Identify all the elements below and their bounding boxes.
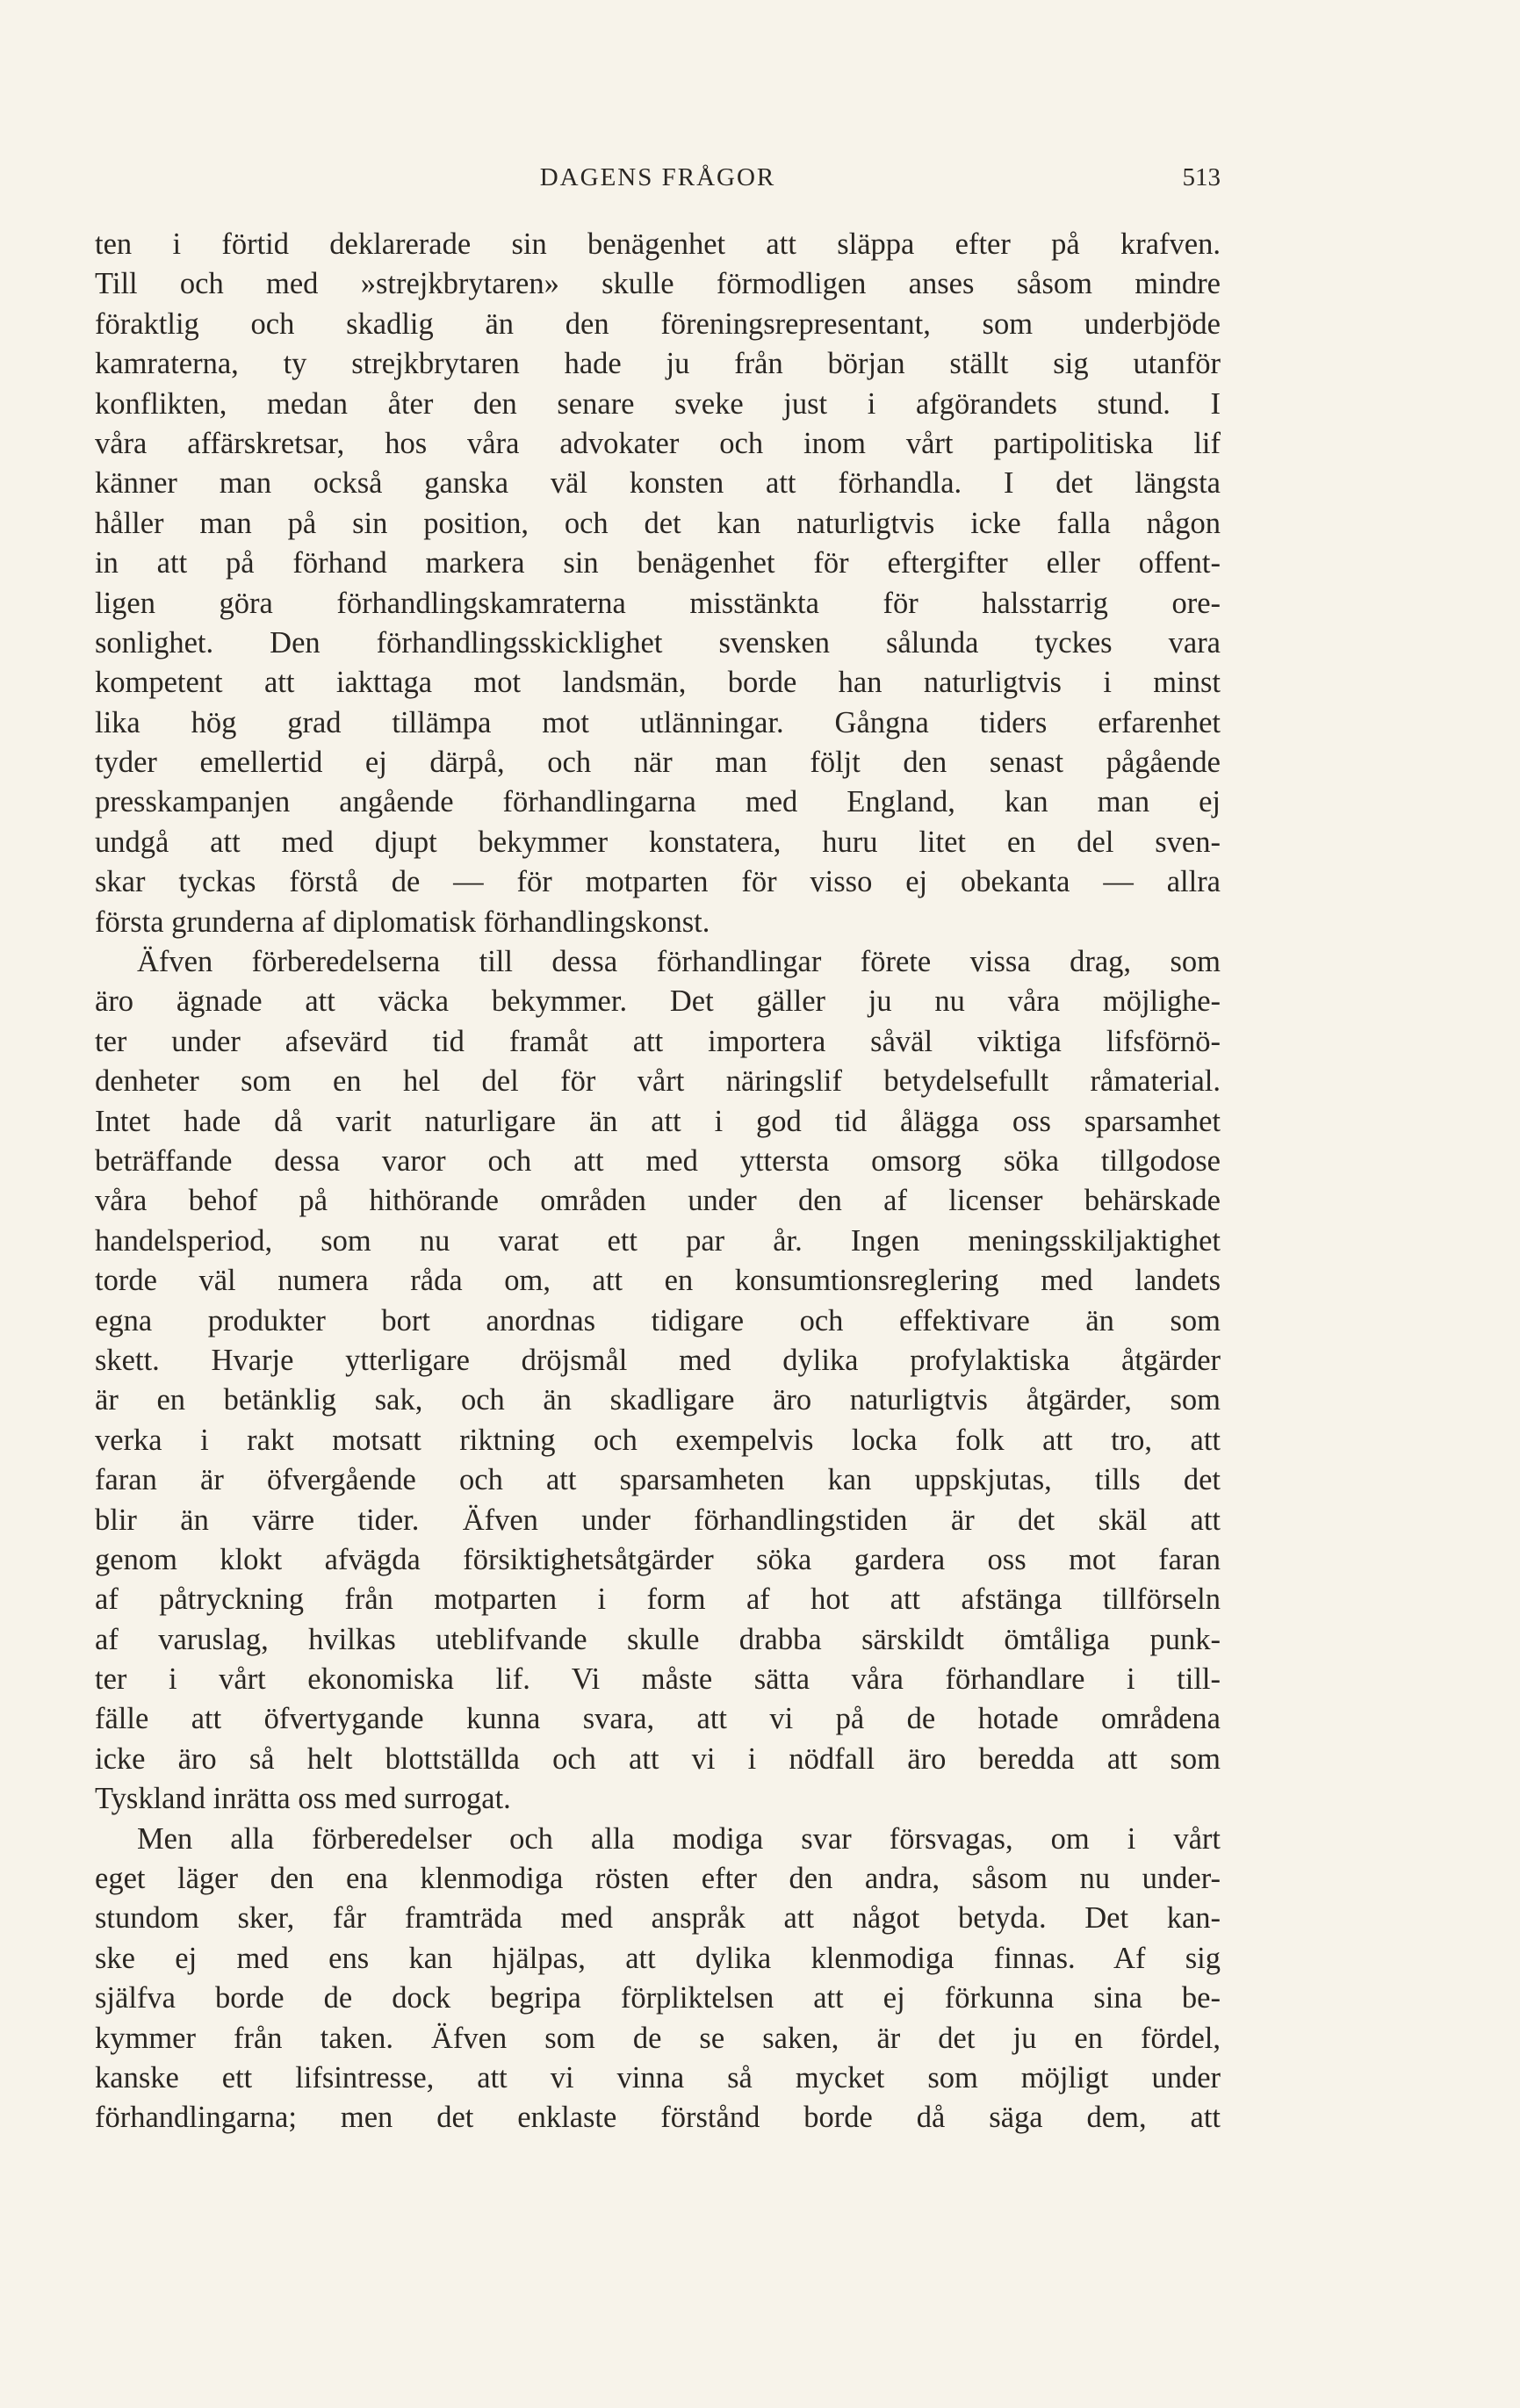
text-line: Till och med »strejkbrytaren» skulle förmodligen anses såsom mindre: [95, 267, 1221, 301]
text-line: Men alla förberedelser och alla modiga svar försvagas, om i vårt: [137, 1821, 1221, 1856]
text-line: egna produkter bort anordnas tidigare och effektivare än som: [95, 1303, 1221, 1337]
text-line: är en betänklig sak, och än skadligare äro naturligtvis åtgärder, som: [95, 1383, 1221, 1417]
text-line: stundom sker, får framträda med anspråk att något betyda. Det kan-: [95, 1901, 1221, 1936]
text-line: ter under afsevärd tid framåt att importera såväl viktiga lifsförnö-: [95, 1024, 1221, 1058]
text-line: ligen göra förhandlingskamraterna misstänkta för halsstarrig ore-: [95, 586, 1221, 620]
text-line: sonlighet. Den förhandlingsskicklighet svensken sålunda tyckes vara: [95, 625, 1221, 660]
text-line: lika hög grad tillämpa mot utlänningar. Gångna tiders erfarenhet: [95, 705, 1221, 739]
text-line: genom klokt afvägda försiktighetsåtgärder söka gardera oss mot faran: [95, 1542, 1221, 1576]
text-line: blir än värre tider. Äfven under förhandlingstiden är det skäl att: [95, 1503, 1221, 1537]
text-line: kamraterna, ty strejkbrytaren hade ju från början ställt sig utanför: [95, 347, 1221, 381]
text-line: in att på förhand markera sin benägenhet för eftergifter eller offent-: [95, 546, 1221, 580]
text-line: Tyskland inrätta oss med surrogat.: [95, 1782, 511, 1816]
body-text: [95, 225, 1221, 2138]
text-line: skar tyckas förstå de — för motparten för visso ej obekanta — allra: [95, 865, 1221, 899]
text-line: äro ägnade att väcka bekymmer. Det gäller ju nu våra möjlighe-: [95, 984, 1221, 1019]
text-line: Intet hade då varit naturligare än att i god tid ålägga oss sparsamhet: [95, 1104, 1221, 1138]
running-title: DAGENS FRÅGOR: [539, 163, 776, 191]
text-line: af påtryckning från motparten i form af hot att afstänga tillförseln: [95, 1583, 1221, 1617]
text-line: kymmer från taken. Äfven som de se saken, är det ju en fördel,: [95, 2021, 1221, 2055]
text-line: ten i förtid deklarerade sin benägenhet att släppa efter på krafven.: [95, 227, 1221, 261]
paragraph: [95, 225, 1221, 942]
text-line: föraktlig och skadlig än den föreningsrepresentant, som underbjöde: [95, 306, 1221, 341]
text-line: eget läger den ena klenmodiga rösten efter den andra, såsom nu under-: [95, 1862, 1221, 1896]
text-line: undgå att med djupt bekymmer konstatera, huru litet en del sven-: [95, 825, 1221, 859]
text-line: handelsperiod, som nu varat ett par år. Ingen meningsskiljaktighet: [95, 1223, 1221, 1258]
text-line: verka i rakt motsatt riktning och exempelvis locka folk att tro, att: [95, 1423, 1221, 1457]
text-line: faran är öfvergående och att sparsamheten kan uppskjutas, tills det: [95, 1463, 1221, 1497]
text-line: presskampanjen angående förhandlingarna med England, kan man ej: [95, 785, 1221, 819]
text-line: torde väl numera råda om, att en konsumtionsreglering med landets: [95, 1264, 1221, 1298]
text-line: kompetent att iakttaga mot landsmän, borde han naturligtvis i minst: [95, 666, 1221, 700]
paragraph: [95, 942, 1221, 1820]
page-number: 513: [1182, 163, 1221, 191]
text-line: våra behof på hithörande områden under den af licenser behärskade: [95, 1184, 1221, 1218]
text-line: Äfven förberedelserna till dessa förhandlingar förete vissa drag, som: [137, 945, 1221, 979]
text-line: våra affärskretsar, hos våra advokater och inom vårt partipolitiska lif: [95, 426, 1221, 460]
running-head: [95, 160, 1221, 195]
text-line: skett. Hvarje ytterligare dröjsmål med dylika profylaktiska åtgärder: [95, 1343, 1221, 1377]
text-line: icke äro så helt blottställda och att vi i nödfall äro beredda att som: [95, 1741, 1221, 1776]
text-line: konflikten, medan åter den senare sveke just i afgörandets stund. I: [95, 386, 1221, 421]
text-line: kanske ett lifsintresse, att vi vinna så mycket som möjligt under: [95, 2060, 1221, 2094]
paragraph: [95, 1820, 1221, 2138]
text-line: själfva borde de dock begripa förpliktelsen att ej förkunna sina be-: [95, 1981, 1221, 2015]
text-line: af varuslag, hvilkas uteblifvande skulle drabba särskildt ömtåliga punk-: [95, 1622, 1221, 1656]
text-line: känner man också ganska väl konsten att förhandla. I det längsta: [95, 466, 1221, 501]
text-line: denheter som en hel del för vårt näringslif betydelsefullt råmaterial.: [95, 1064, 1221, 1099]
text-line: håller man på sin position, och det kan naturligtvis icke falla någon: [95, 506, 1221, 540]
text-line: ske ej med ens kan hjälpas, att dylika klenmodiga finnas. Af sig: [95, 1941, 1221, 1975]
text-line: beträffande dessa varor och att med yttersta omsorg söka tillgodose: [95, 1143, 1221, 1178]
text-line: fälle att öfvertygande kunna svara, att vi på de hotade områdena: [95, 1702, 1221, 1736]
text-line: tyder emellertid ej därpå, och när man följt den senast pågående: [95, 746, 1221, 780]
text-line: första grunderna af diplomatisk förhandlingskonst.: [95, 905, 710, 939]
text-line: förhandlingarna; men det enklaste förstånd borde då säga dem, att: [95, 2101, 1221, 2135]
text-line: ter i vårt ekonomiska lif. Vi måste sätta våra förhandlare i till-: [95, 1662, 1221, 1697]
